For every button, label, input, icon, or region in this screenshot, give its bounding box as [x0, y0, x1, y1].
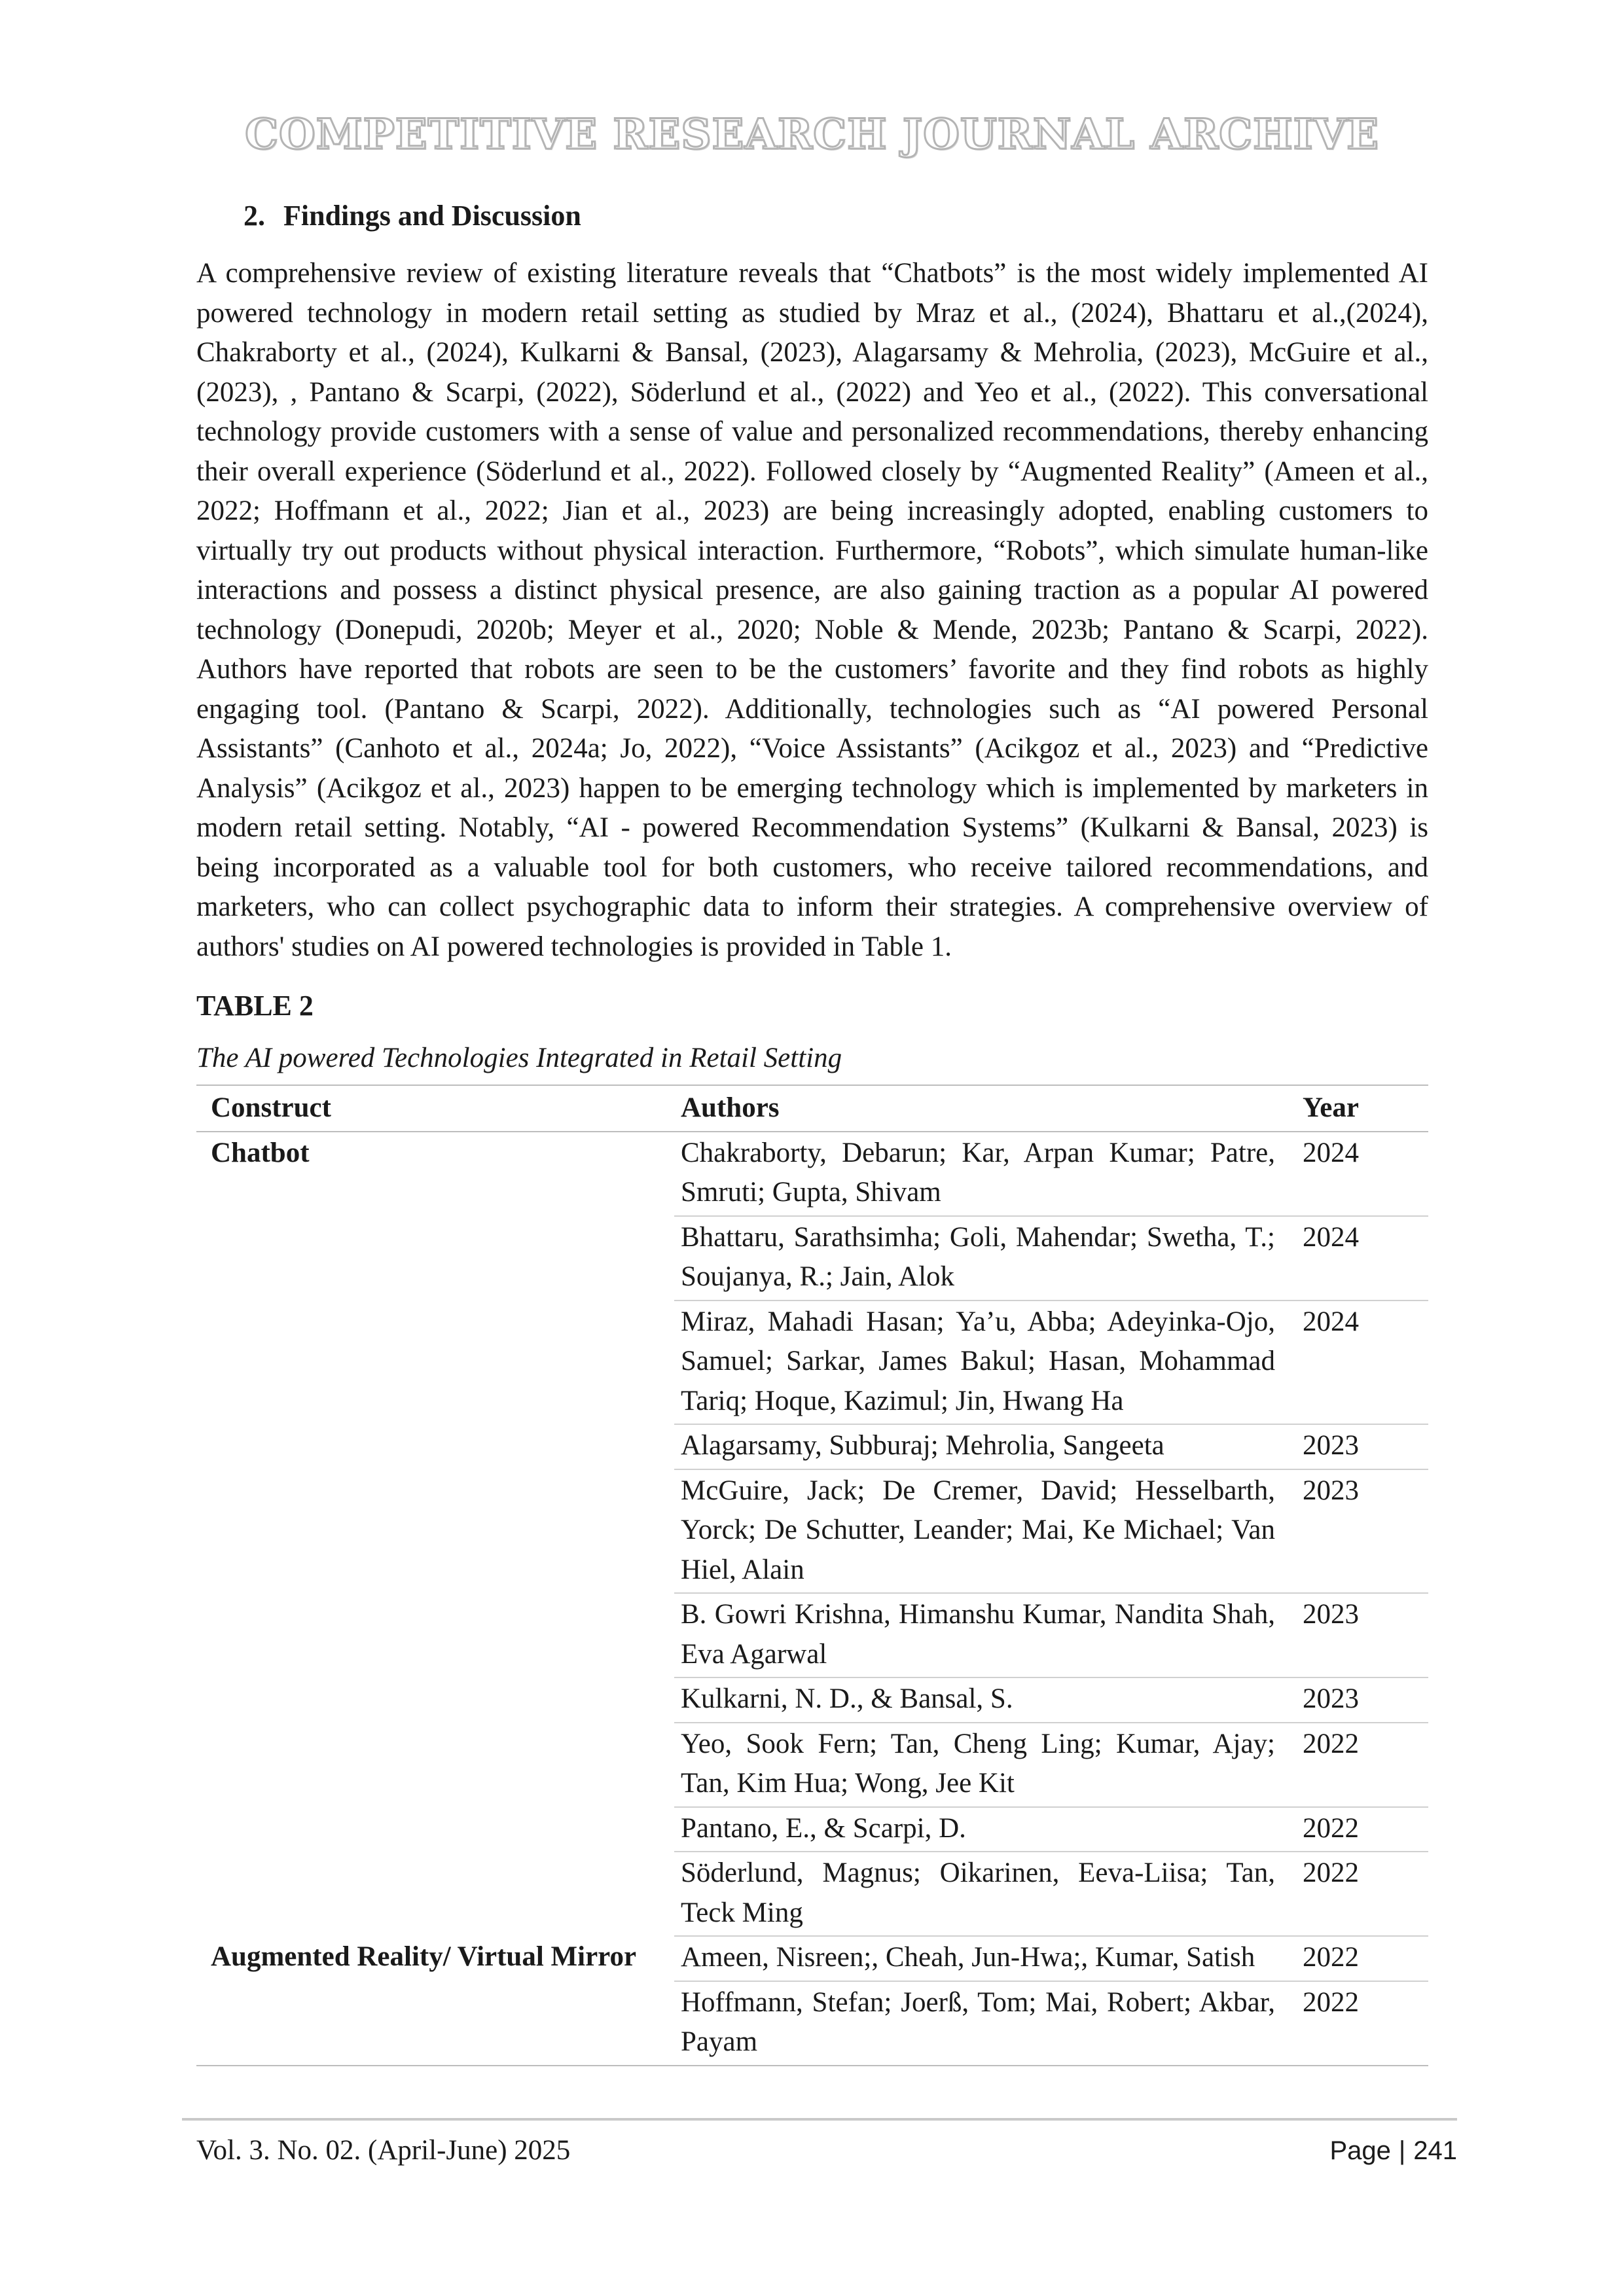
column-header-construct: Construct — [196, 1085, 674, 1132]
authors-cell: Chakraborty, Debarun; Kar, Arpan Kumar; Patre, Smruti; Gupta, Shivam — [674, 1132, 1297, 1216]
authors-cell: Söderlund, Magnus; Oikarinen, Eeva-Liisa; Tan, Teck Ming — [674, 1852, 1297, 1936]
year-cell: 2022 — [1297, 1807, 1428, 1852]
year-cell: 2022 — [1297, 1981, 1428, 2066]
findings-paragraph: A comprehensive review of existing literature reveals that “Chatbots” is the most widely implemented AI powered technology in modern retail setting as studied by Mraz et al., (2024), Bhattaru et al.,(2024), Chakraborty et al., (2024), Kulkarni & Bansal, (2023), Alagarsamy & Mehrolia, (2023), McGuire et al.,(2023), , Pantano & Scarpi, (2022), Söderlund et al., (2022) and Yeo et al., (2022). This conversational technology provide customers with a sense of value and personalized recommendations, thereby enhancing their overall experience (Söderlund et al., 2022). Followed closely by “Augmented Reality” (Ameen et al., 2022; Hoffmann et al., 2022; Jian et al., 2023) are being increasingly adopted, enabling customers to virtually try out products without physical interaction. Furthermore, “Robots”, which simulate human-like interactions and possess a distinct physical presence, are also gaining traction as a popular AI powered technology (Donepudi, 2020b; Meyer et al., 2020; Noble & Mende, 2023b; Pantano & Scarpi, 2022). Authors have reported that robots are seen to be the customers’ favorite and they find robots as highly engaging tool. (Pantano & Scarpi, 2022). Additionally, technologies such as “AI powered Personal Assistants” (Canhoto et al., 2024a; Jo, 2022), “Voice Assistants” (Acikgoz et al., 2023) and “Predictive Analysis” (Acikgoz et al., 2023) happen to be emerging technology which is implemented by marketers in modern retail setting. Notably, “AI - powered Recommendation Systems” (Kulkarni & Bansal, 2023) is being incorporated as a valuable tool for both customers, who receive tailored recommendations, and marketers, who can collect psychographic data to inform their strategies. A comprehensive overview of authors' studies on AI powered technologies is provided in Table 1. — [196, 258, 1428, 962]
year-cell: 2024 — [1297, 1132, 1428, 1216]
year-cell: 2023 — [1297, 1593, 1428, 1677]
footer-divider — [182, 2118, 1457, 2121]
authors-cell: Bhattaru, Sarathsimha; Goli, Mahendar; Swetha, T.; Soujanya, R.; Jain, Alok — [674, 1216, 1297, 1300]
year-cell: 2022 — [1297, 1723, 1428, 1807]
authors-cell: B. Gowri Krishna, Himanshu Kumar, Nandita Shah, Eva Agarwal — [674, 1593, 1297, 1677]
page-content — [196, 196, 1428, 2066]
table-caption: The AI powered Technologies Integrated in Retail Setting — [196, 1043, 842, 1073]
authors-cell: Ameen, Nisreen;, Cheah, Jun-Hwa;, Kumar, Satish — [674, 1936, 1297, 1981]
authors-cell: McGuire, Jack; De Cremer, David; Hesselbarth, Yorck; De Schutter, Leander; Mai, Ke Michael; Van Hiel, Alain — [674, 1469, 1297, 1594]
year-cell: 2023 — [1297, 1469, 1428, 1594]
section-number: 2. — [244, 200, 265, 232]
authors-cell: Yeo, Sook Fern; Tan, Cheng Ling; Kumar, Ajay; Tan, Kim Hua; Wong, Jee Kit — [674, 1723, 1297, 1807]
authors-cell: Pantano, E., & Scarpi, D. — [674, 1807, 1297, 1852]
authors-cell: Alagarsamy, Subburaj; Mehrolia, Sangeeta — [674, 1424, 1297, 1469]
journal-running-header: COMPETITIVE RESEARCH JOURNAL ARCHIVE — [245, 110, 1379, 159]
table-row — [196, 1132, 1428, 1216]
literature-table — [196, 1085, 1428, 2066]
construct-cell: Augmented Reality/ Virtual Mirror — [196, 1936, 674, 2066]
table-label: TABLE 2 — [196, 990, 314, 1022]
page-separator: | — [1398, 2136, 1406, 2165]
table-row — [196, 1936, 1428, 1981]
authors-cell: Miraz, Mahadi Hasan; Ya’u, Abba; Adeyinka-Ojo, Samuel; Sarkar, James Bakul; Hasan, Mohammad Tariq; Hoque, Kazimul; Jin, Hwang Ha — [674, 1300, 1297, 1425]
year-cell: 2023 — [1297, 1424, 1428, 1469]
page-number: 241 — [1413, 2136, 1457, 2165]
footer-page — [1329, 2131, 1457, 2170]
authors-cell: Hoffmann, Stefan; Joerß, Tom; Mai, Robert; Akbar, Payam — [674, 1981, 1297, 2066]
column-header-authors: Authors — [674, 1085, 1297, 1132]
year-cell: 2022 — [1297, 1936, 1428, 1981]
section-heading — [244, 196, 1428, 236]
year-cell: 2024 — [1297, 1300, 1428, 1425]
table-header-row — [196, 1085, 1428, 1132]
construct-cell: Chatbot — [211, 1137, 310, 1168]
authors-cell: Kulkarni, N. D., & Bansal, S. — [674, 1677, 1297, 1723]
year-cell: 2024 — [1297, 1216, 1428, 1300]
section-title: Findings and Discussion — [283, 200, 581, 232]
column-header-year: Year — [1297, 1085, 1428, 1132]
year-cell: 2023 — [1297, 1677, 1428, 1723]
table-body — [196, 1132, 1428, 2066]
year-cell: 2022 — [1297, 1852, 1428, 1936]
page-label: Page — [1329, 2136, 1391, 2165]
footer-volume: Vol. 3. No. 02. (April-June) 2025 — [196, 2135, 571, 2166]
